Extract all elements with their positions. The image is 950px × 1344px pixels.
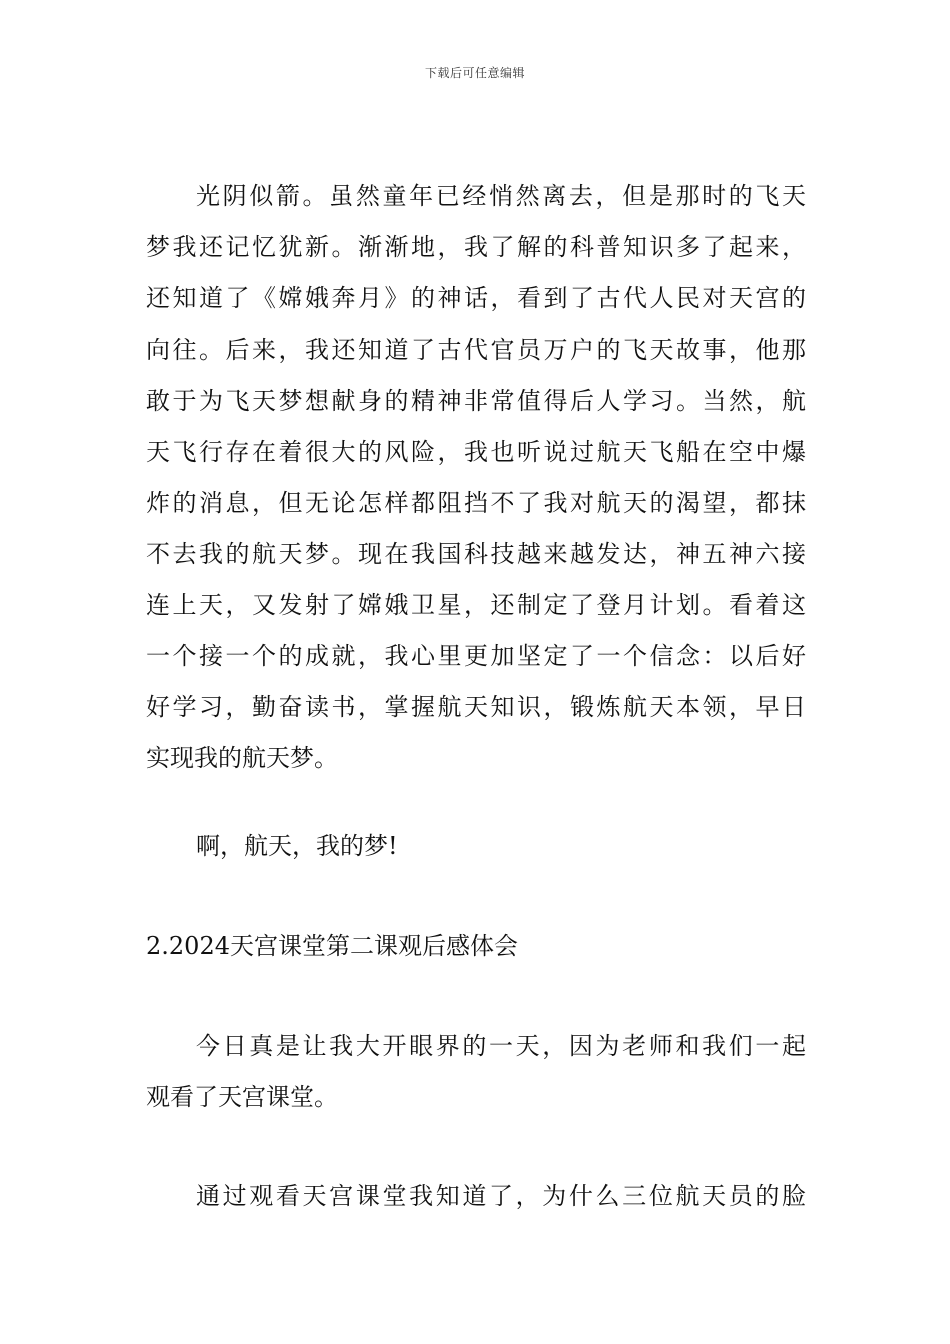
paragraph-1-line: 光阴似箭。虽然童年已经悄然离去，但是那时的飞天 [196, 182, 806, 210]
paragraph-1-line: 连上天，又发射了嫦娥卫星，还制定了登月计划。看着这 [146, 591, 806, 619]
paragraph-4-line: 通过观看天宫课堂我知道了，为什么三位航天员的脸 [196, 1182, 806, 1210]
paragraph-1-line: 还知道了《嫦娥奔月》的神话，看到了古代人民对天宫的 [146, 284, 806, 312]
paragraph-1-line: 天飞行存在着很大的风险，我也听说过航天飞船在空中爆 [146, 438, 806, 466]
paragraph-3-line: 观看了天宫课堂。 [146, 1083, 338, 1111]
paragraph-1-line: 好学习，勤奋读书，掌握航天知识，锻炼航天本领，早日 [146, 693, 806, 721]
paragraph-1-line: 不去我的航天梦。现在我国科技越来越发达，神五神六接 [146, 540, 806, 568]
paragraph-1-line: 向往。后来，我还知道了古代官员万户的飞天故事，他那 [146, 336, 806, 364]
paragraph-1-line: 一个接一个的成就，我心里更加坚定了一个信念：以后好 [146, 642, 806, 670]
paragraph-1-line: 梦我还记忆犹新。渐渐地，我了解的科普知识多了起来， [146, 233, 806, 261]
paragraph-1-line: 敢于为飞天梦想献身的精神非常值得后人学习。当然，航 [146, 387, 806, 415]
paragraph-2: 啊，航天，我的梦! [196, 832, 398, 860]
paragraph-1-line: 实现我的航天梦。 [146, 744, 338, 772]
paragraph-3-line: 今日真是让我大开眼界的一天，因为老师和我们一起 [196, 1032, 806, 1060]
paragraph-1-line: 炸的消息，但无论怎样都阻挡不了我对航天的渴望，都抹 [146, 489, 806, 517]
section-heading: 2.2024天宫课堂第二课观后感体会 [146, 932, 518, 960]
page-header: 下载后可任意编辑 [424, 66, 525, 80]
